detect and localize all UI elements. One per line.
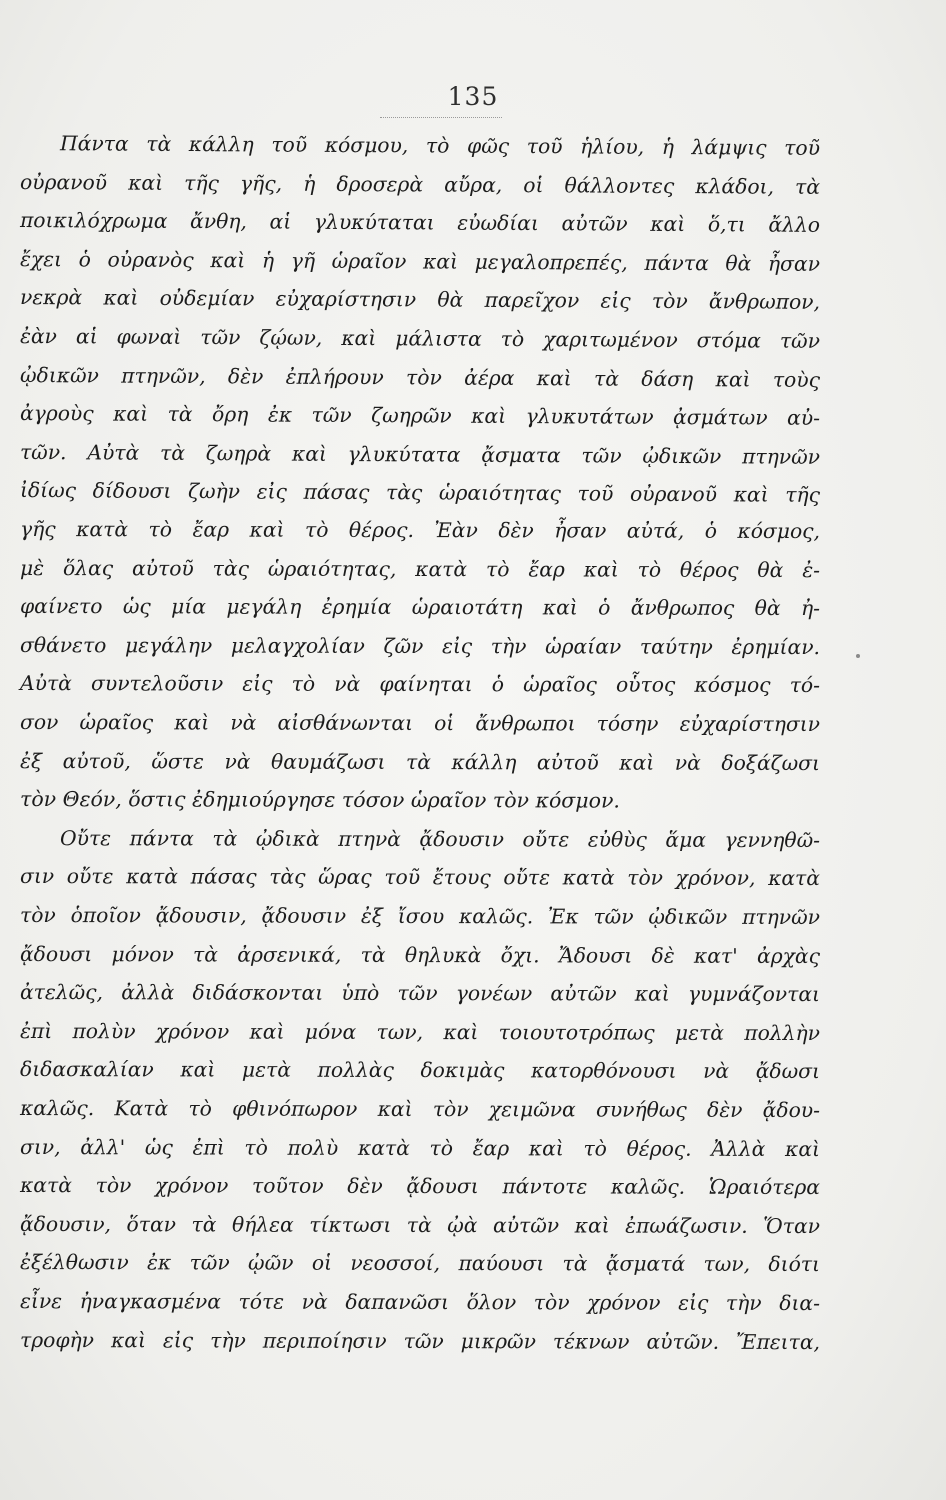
text-line: μὲ ὅλας αὐτοῦ τὰς ὡραιότητας, κατὰ τὸ ἔαρ καὶ τὸ θέρος θὰ ἐ-: [19, 555, 821, 582]
text-line: Οὔτε πάντα τὰ ᾠδικὰ πτηνὰ ᾄδουσιν οὔτε εὐθὺς ἅμα γεννηθῶ-: [59, 825, 821, 852]
page-number: 135: [447, 82, 499, 111]
text-line: τὸν Θεόν, ὅστις ἐδημιούργησε τόσον ὡραῖον τὸν κόσμον.: [19, 787, 620, 813]
text-line: διδασκαλίαν καὶ μετὰ πολλὰς δοκιμὰς κατορθόνουσι νὰ ᾄδωσι: [19, 1057, 821, 1084]
text-line: εἶνε ἠναγκασμένα τότε νὰ δαπανῶσι ὅλον τὸν χρόνον εἰς τὴν δια-: [19, 1289, 821, 1316]
text-line: Πάντα τὰ κάλλη τοῦ κόσμου, τὸ φῶς τοῦ ἡλίου, ἡ λάμψις τοῦ: [59, 131, 821, 160]
text-line: σιν οὔτε κατὰ πάσας τὰς ὥρας τοῦ ἔτους οὔτε κατὰ τὸν χρόνον, κατὰ: [19, 864, 821, 891]
text-line: σον ὡραῖος καὶ νὰ αἰσθάνωνται οἱ ἄνθρωποι τόσην εὐχαρίστησιν: [19, 710, 821, 737]
margin-speck: [856, 654, 860, 658]
text-line: γῆς κατὰ τὸ ἔαρ καὶ τὸ θέρος. Ἐὰν δὲν ἦσαν αὐτά, ὁ κόσμος,: [19, 517, 821, 544]
text-line: ἐξέλθωσιν ἐκ τῶν ᾠῶν οἱ νεοσσοί, παύουσι τὰ ᾄσματά των, διότι: [19, 1250, 821, 1277]
text-line: σιν, ἀλλ' ὡς ἐπὶ τὸ πολὺ κατὰ τὸ ἔαρ καὶ τὸ θέρος. Ἀλλὰ καὶ: [19, 1134, 821, 1161]
text-line: ᾄδουσι μόνον τὰ ἀρσενικά, τὰ θηλυκὰ ὄχι. Ἄδουσι δὲ κατ' ἀρχὰς: [19, 941, 821, 968]
text-line: Αὐτὰ συντελοῦσιν εἰς τὸ νὰ φαίνηται ὁ ὡραῖος οὗτος κόσμος τό-: [19, 671, 821, 698]
page-number-rule: [380, 117, 502, 118]
text-line: νεκρὰ καὶ οὐδεμίαν εὐχαρίστησιν θὰ παρεῖχον εἰς τὸν ἄνθρωπον,: [19, 285, 821, 315]
text-line: ἐὰν αἱ φωναὶ τῶν ζῴων, καὶ μάλιστα τὸ χαριτωμένον στόμα τῶν: [19, 324, 821, 353]
text-line: τῶν. Αὐτὰ τὰ ζωηρὰ καὶ γλυκύτατα ᾄσματα τῶν ᾠδικῶν πτηνῶν: [19, 439, 821, 469]
text-line: σθάνετο μεγάλην μελαγχολίαν ζῶν εἰς τὴν ὡραίαν ταύτην ἐρημίαν.: [19, 632, 821, 659]
text-line: τὸν ὁποῖον ᾄδουσιν, ᾄδουσιν ἐξ ἴσου καλῶς. Ἐκ τῶν ᾠδικῶν πτηνῶν: [19, 903, 821, 930]
text-line: ἐξ αὐτοῦ, ὥστε νὰ θαυμάζωσι τὰ κάλλη αὐτοῦ καὶ νὰ δοξάζωσι: [19, 748, 821, 775]
text-line: ἀγροὺς καὶ τὰ ὄρη ἐκ τῶν ζωηρῶν καὶ γλυκυτάτων ᾀσμάτων αὐ-: [19, 401, 821, 431]
text-line: φαίνετο ὡς μία μεγάλη ἐρημία ὡραιοτάτη καὶ ὁ ἄνθρωπος θὰ ἠ-: [19, 594, 821, 621]
text-line: κατὰ τὸν χρόνον τοῦτον δὲν ᾄδουσι πάντοτε καλῶς. Ὡραιότερα: [19, 1173, 821, 1200]
text-line: ἔχει ὁ οὐρανὸς καὶ ἡ γῆ ὡραῖον καὶ μεγαλοπρεπές, πάντα θὰ ἦσαν: [19, 246, 821, 276]
text-line: ἀτελῶς, ἀλλὰ διδάσκονται ὑπὸ τῶν γονέων αὐτῶν καὶ γυμνάζονται: [19, 980, 821, 1007]
text-line: ᾠδικῶν πτηνῶν, δὲν ἐπλήρουν τὸν ἀέρα καὶ τὰ δάση καὶ τοὺς: [19, 362, 821, 392]
text-line: ἐπὶ πολὺν χρόνον καὶ μόνα των, καὶ τοιουτοτρόπως μετὰ πολλὴν: [19, 1018, 821, 1045]
text-line: ποικιλόχρωμα ἄνθη, αἱ γλυκύταται εὐωδίαι αὐτῶν καὶ ὅ,τι ἄλλο: [19, 208, 821, 238]
text-line: τροφὴν καὶ εἰς τὴν περιποίησιν τῶν μικρῶν τέκνων αὐτῶν. Ἔπειτα,: [19, 1327, 821, 1354]
text-line: οὐρανοῦ καὶ τῆς γῆς, ἡ δροσερὰ αὔρα, οἱ θάλλοντες κλάδοι, τὰ: [19, 169, 821, 199]
text-line: καλῶς. Κατὰ τὸ φθινόπωρον καὶ τὸν χειμῶνα συνήθως δὲν ᾄδου-: [19, 1096, 821, 1123]
text-line: ἰδίως δίδουσι ζωὴν εἰς πάσας τὰς ὡραιότητας τοῦ οὐρανοῦ καὶ τῆς: [19, 478, 821, 508]
text-line: ᾄδουσιν, ὅταν τὰ θήλεα τίκτωσι τὰ ᾠὰ αὐτῶν καὶ ἐπωάζωσιν. Ὅταν: [19, 1211, 821, 1238]
